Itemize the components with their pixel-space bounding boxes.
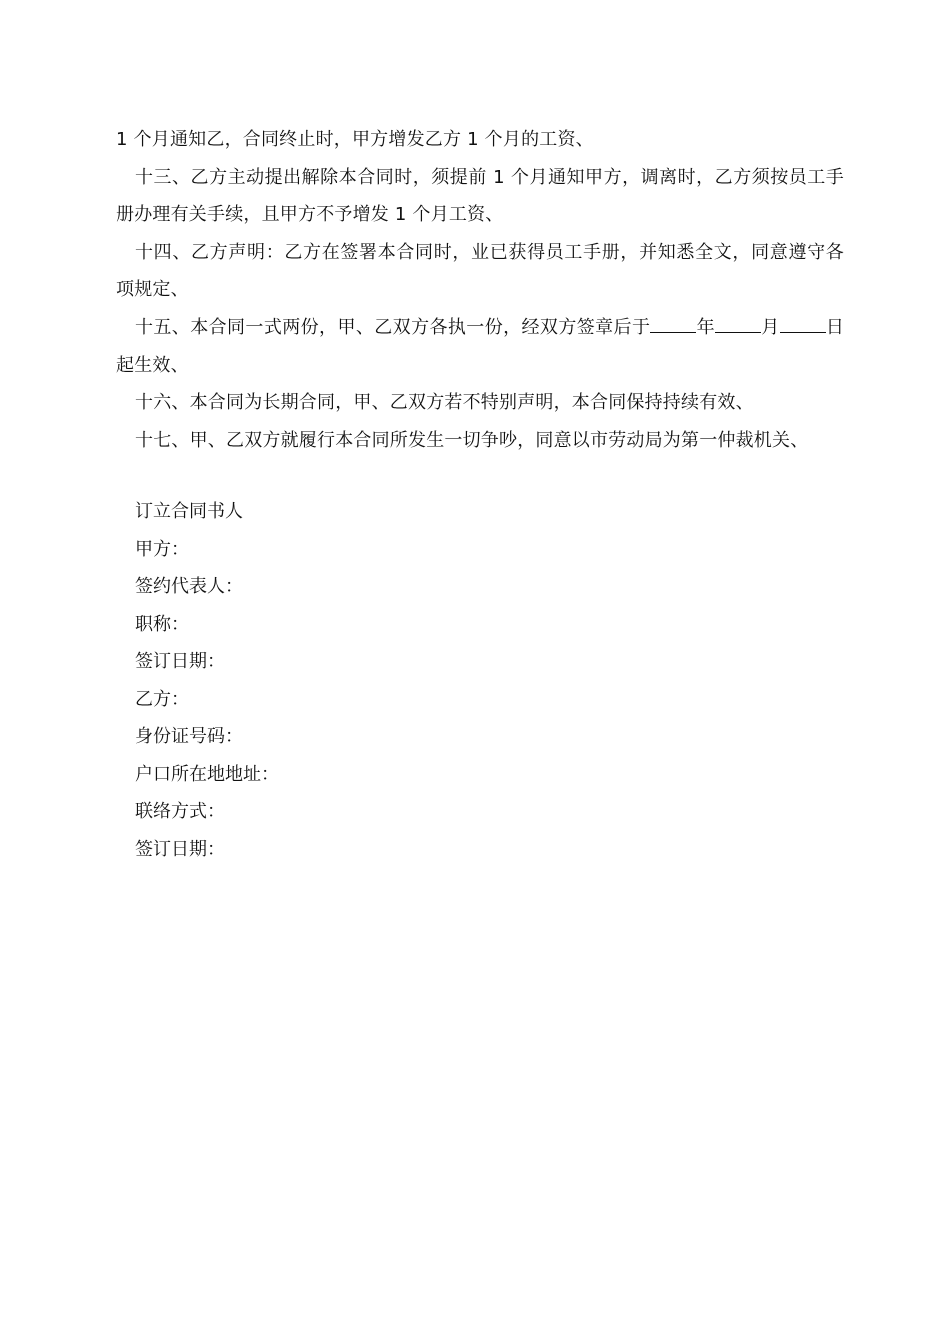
- clause-15-text: 十五、本合同一式两份，甲、乙双方各执一份，经双方签章后于: [135, 316, 651, 338]
- day-label: 日起生效、: [116, 316, 845, 376]
- sign-date-b-label: 签订日期：: [135, 838, 225, 860]
- id-number-label: 身份证号码：: [135, 726, 243, 747]
- contract-clauses: [116, 121, 844, 459]
- signature-heading: 订立合同书人: [135, 501, 243, 522]
- clause-continuation: 1 个月通知乙，合同终止时，甲方增发乙方 1 个月的工资、: [116, 129, 594, 150]
- clause-16: 十六、本合同为长期合同，甲、乙双方若不特别声明，本合同保持持续有效、: [135, 392, 754, 414]
- month-label: 月: [760, 316, 780, 338]
- year-label: 年: [696, 316, 715, 338]
- contact-label: 联络方式：: [135, 801, 225, 822]
- day-blank-part1: [780, 314, 808, 333]
- signature-block: [135, 493, 279, 868]
- job-title-label: 职称：: [135, 613, 189, 635]
- year-blank: [650, 314, 696, 333]
- day-blank-part2: [808, 314, 826, 333]
- household-address-label: 户口所在地地址：: [135, 763, 279, 785]
- representative-label: 签约代表人：: [135, 576, 243, 597]
- clause-15: [116, 309, 844, 384]
- clause-17: 十七、甲、乙双方就履行本合同所发生一切争吵，同意以市劳动局为第一仲裁机关、: [135, 429, 809, 451]
- party-b-label: 乙方：: [135, 688, 189, 710]
- party-a-label: 甲方：: [135, 538, 189, 560]
- sign-date-a-label: 签订日期：: [135, 651, 225, 672]
- clause-14: 十四、乙方声明：乙方在签署本合同时，业已获得员工手册，并知悉全文，同意遵守各项规定、: [116, 241, 844, 301]
- clause-13: 十三、乙方主动提出解除本合同时，须提前 1 个月通知甲方，调离时，乙方须按员工手册办理有关手续，且甲方不予增发 1 个月工资、: [116, 166, 844, 226]
- month-blank: [715, 314, 761, 333]
